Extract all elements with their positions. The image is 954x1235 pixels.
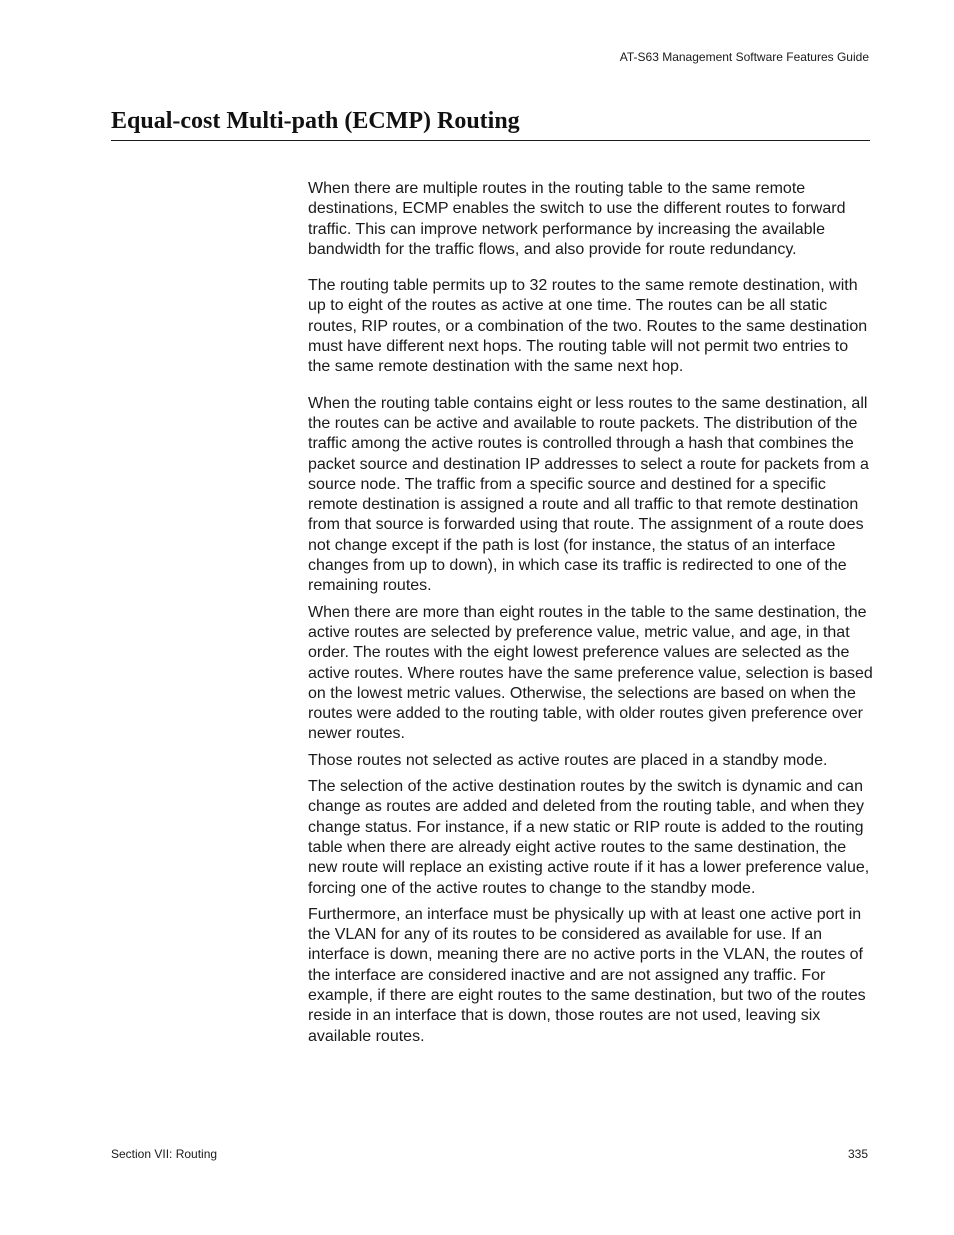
paragraph-traffic-distribution: When the routing table contains eight or less routes to the same destination, all the routes can be active and available to route packets. The distribution of the traffic among the active routes is controlled through a hash that combines the packet source and destination IP addresses to select a route for packets from a source node. The traffic from a specific source and destined for a specific remote destination is assigned a route and all traffic to that remote destination from that source is forwarded using that route. The assignment of a route does not change except if the path is lost (for instance, the status of an interface changes from up to down), in which case its traffic is redirected to one of the remaining routes.: [308, 394, 869, 595]
paragraph-route-limits: The routing table permits up to 32 routes to the same remote destination, with up to eight of the routes as active at one time. The routes can be all static routes, RIP routes, or a combination of the two. Routes to the same destination must have different next hops. The routing table will not permit two entries to the same remote destination with the same next hop.: [308, 277, 868, 376]
running-header: AT-S63 Management Software Features Guide: [619, 50, 869, 64]
paragraph-route-selection: When there are more than eight routes in the table to the same destination, the active routes are selected by preference value, metric value, and age, in that order. The routes with the eight lowest preference values are selected as the active routes. Where routes have the same preference value, selection is based on the lowest metric values. Otherwise, the selections are based on when the routes were added to the routing table, with older routes given preference over newer routes.: [308, 603, 873, 743]
paragraph-interface-status: Furthermore, an interface must be physically up with at least one active port in the VLAN for any of its routes to be considered as available for use. If an interface is down, meaning there are no active ports in the VLAN, the routes of the interface are considered inactive and are not assigned any traffic. For example, if there are eight routes to the same destination, but two of the routes reside in an interface that is down, those routes are not used, leaving six available routes.: [308, 905, 866, 1045]
paragraph-ecmp-intro: When there are multiple routes in the routing table to the same remote destinations, ECMP enables the switch to use the different routes to forward traffic. This can improve network performance by increasing the available bandwidth for the traffic flows, and also provide for route redundancy.: [308, 180, 846, 258]
footer-section-label: Section VII: Routing: [111, 1147, 218, 1161]
paragraph-standby-mode: Those routes not selected as active routes are placed in a standby mode.: [308, 751, 828, 769]
paragraph-dynamic-selection: The selection of the active destination routes by the switch is dynamic and can change as routes are added and deleted from the routing table, and when they change status. For instance, if a new static or RIP route is added to the routing table when there are already eight active routes to the same destination, the new route will replace an existing active route if it has a lower preference value, forcing one of the active routes to change to the standby mode.: [308, 778, 870, 897]
footer-page-number: 335: [847, 1147, 868, 1161]
section-title: Equal-cost Multi-path (ECMP) Routing: [111, 106, 870, 141]
body-text: [308, 179, 873, 1047]
